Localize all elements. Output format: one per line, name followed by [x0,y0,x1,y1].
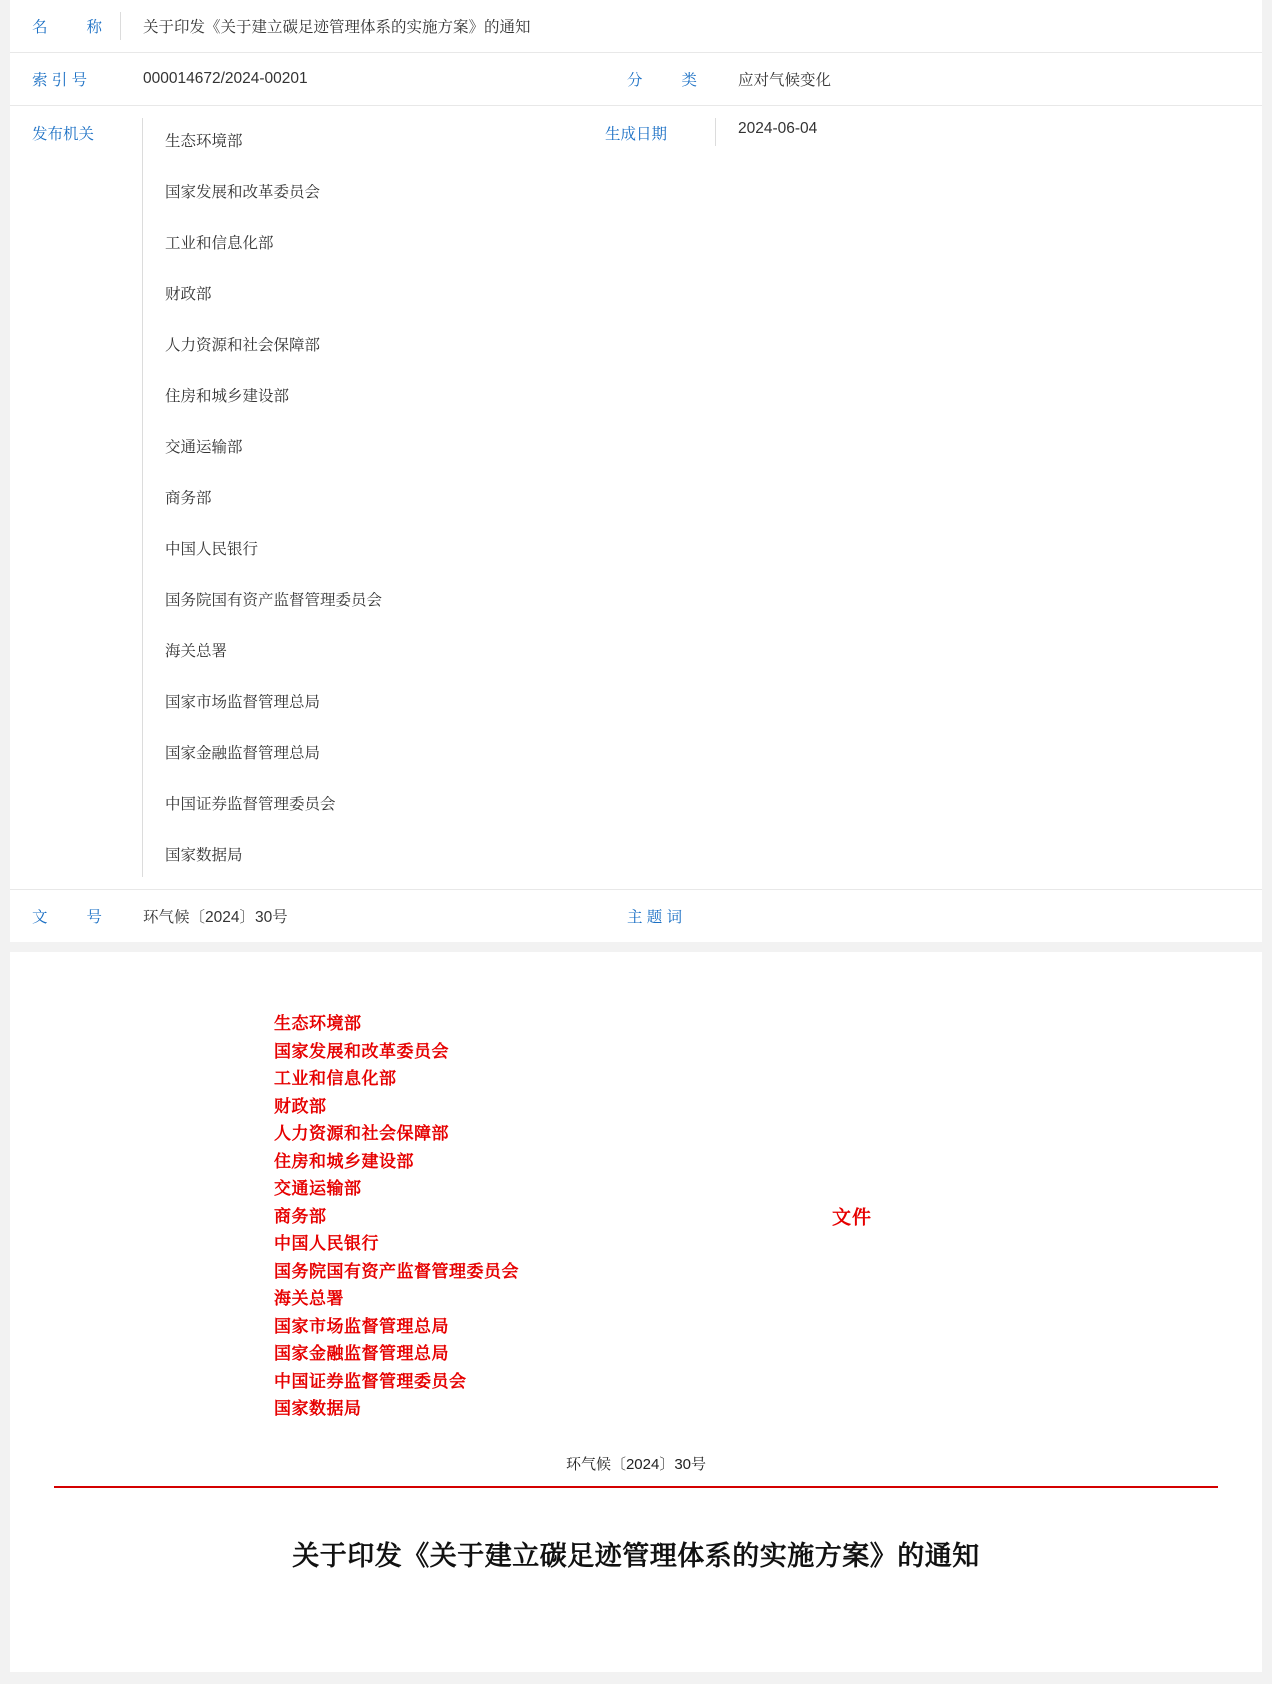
wenjian-label: 文件 [832,1207,873,1229]
list-item: 国务院国有资产监督管理委员会 [165,592,383,609]
list-item: 中国证券监督管理委员会 [274,1371,467,1391]
docnumber-label-char-1: 文 [32,909,48,926]
metadata-row-name [10,0,1262,53]
list-item: 国家金融监督管理总局 [274,1344,449,1363]
list-item: 人力资源和社会保障部 [274,1124,449,1143]
category-label-char-1: 分 [627,72,643,89]
list-item: 国家数据局 [165,847,243,864]
list-item: 商务部 [165,490,212,507]
category-value: 应对气候变化 [738,72,832,89]
category-label [605,68,715,90]
list-item: 财政部 [165,286,212,303]
list-item: 中国人民银行 [165,541,259,558]
index-label: 索 引 号 [32,72,88,89]
index-value: 000014672/2024-00201 [143,70,308,87]
list-item: 工业和信息化部 [274,1069,397,1088]
list-item: 商务部 [274,1206,327,1226]
list-item: 住房和城乡建设部 [165,388,290,405]
list-item: 国家金融监督管理总局 [165,745,321,762]
metadata-row-publisher-date [10,106,1262,890]
docnumber-value: 环气候〔2024〕30号 [143,909,288,926]
list-item: 海关总署 [165,643,228,660]
page-title: 关于印发《关于建立碳足迹管理体系的实施方案》的通知 [292,1540,980,1571]
list-item: 交通运输部 [165,439,243,456]
keywords-label: 主 题 词 [627,909,683,926]
list-item: 生态环境部 [165,133,243,150]
list-item: 国家市场监督管理总局 [274,1316,449,1336]
issuing-agencies-list [274,1010,519,1423]
metadata-row-index-category [10,53,1262,106]
name-value: 关于印发《关于建立碳足迹管理体系的实施方案》的通知 [143,19,531,36]
index-group [10,53,605,105]
date-label: 生成日期 [605,126,668,143]
list-item: 国家发展和改革委员会 [274,1041,449,1061]
list-item: 海关总署 [274,1289,344,1308]
list-item: 工业和信息化部 [165,235,274,252]
list-item: 国家市场监督管理总局 [165,694,321,711]
list-item: 住房和城乡建设部 [274,1151,414,1171]
docnumber-label-char-2: 号 [86,909,102,926]
list-item: 国务院国有资产监督管理委员会 [274,1261,519,1281]
list-item: 国家数据局 [274,1399,362,1418]
docnumber-label [10,905,120,927]
document-body-card [10,952,1262,1672]
date-group [605,106,1262,889]
keywords-group [605,890,1262,942]
date-value: 2024-06-04 [738,120,818,137]
category-group [605,53,1262,105]
docnumber-group [10,890,605,942]
name-label-char-1: 名 [32,19,48,36]
name-label-char-2: 称 [86,19,102,36]
publisher-list [143,106,382,889]
metadata-row-docnumber-keywords [10,890,1262,942]
list-item: 人力资源和社会保障部 [165,337,321,354]
list-item: 国家发展和改革委员会 [165,184,321,201]
document-number: 环气候〔2024〕30号 [565,1455,707,1473]
document-metadata-card [10,0,1262,942]
red-divider-rule [54,1486,1218,1488]
name-label [10,0,120,52]
list-item: 生态环境部 [274,1014,362,1033]
issuing-agencies-block [54,1010,1218,1423]
publisher-group [10,106,605,889]
publisher-label: 发布机关 [32,126,95,143]
list-item: 中国证券监督管理委员会 [165,796,336,813]
list-item: 中国人民银行 [274,1234,379,1253]
list-item: 交通运输部 [274,1179,362,1198]
list-item: 财政部 [274,1096,327,1116]
category-label-char-2: 类 [681,72,697,89]
